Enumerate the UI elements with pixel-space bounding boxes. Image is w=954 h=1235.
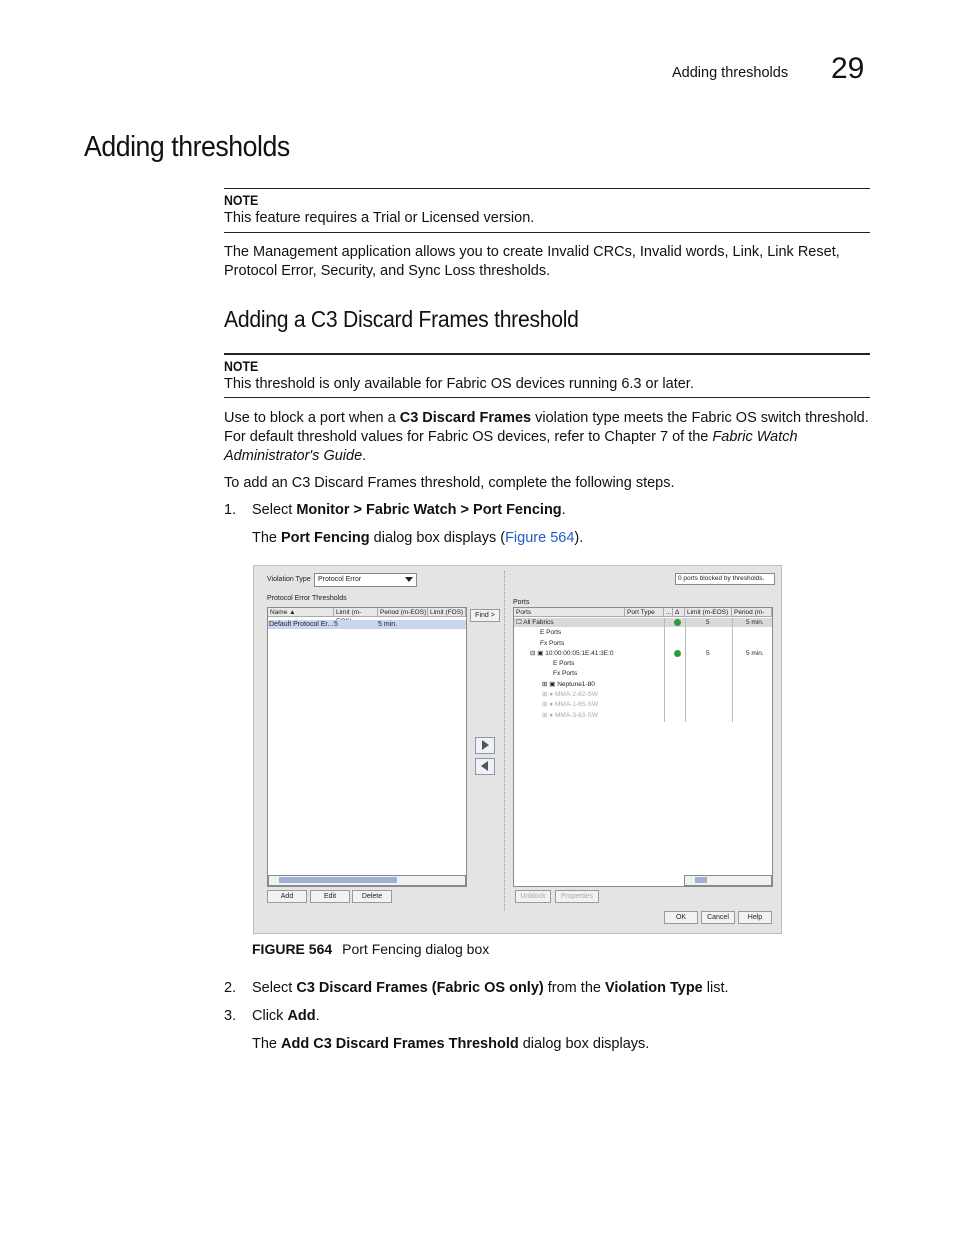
column-header[interactable]: Period (m-EOS)	[380, 609, 427, 616]
column-header[interactable]: Period (m-	[732, 608, 772, 617]
cell-limit: 5	[706, 650, 710, 657]
add-button[interactable]: Add	[267, 890, 307, 903]
splitter[interactable]	[504, 571, 505, 911]
text-run: ).	[574, 530, 584, 546]
ports-tree	[516, 618, 614, 721]
violation-type-label: Violation Type	[267, 576, 311, 583]
tree-item[interactable]: Fx Ports	[553, 670, 578, 678]
column-header[interactable]: Limit (FOS)	[428, 608, 466, 617]
section-heading: Adding a C3 Discard Frames threshold	[224, 306, 579, 332]
note-rule-top	[224, 188, 870, 189]
figure-caption	[252, 941, 489, 957]
text-run: Use to block a port when a	[224, 410, 400, 426]
move-left-button[interactable]	[475, 758, 495, 775]
cancel-button[interactable]: Cancel	[701, 911, 735, 924]
arrow-right-icon	[482, 740, 489, 750]
switch-icon: ▣	[549, 680, 556, 688]
text-run: The	[252, 1036, 282, 1052]
step-text	[252, 502, 566, 518]
ui-term: C3 Discard Frames	[399, 410, 532, 426]
note-rule-bottom	[224, 232, 870, 233]
note-rule-top	[224, 353, 870, 355]
text-run: dialog box displays.	[518, 1036, 650, 1052]
arrow-left-icon	[481, 761, 488, 771]
step-number: 2.	[224, 980, 237, 996]
note-label: NOTE	[224, 358, 259, 374]
tree-item[interactable]: ⊞ ● MMA-3-63-SW	[542, 711, 598, 719]
tree-item[interactable]: ⊟ ▣ 10:00:00:05:1E:41:3E:0	[530, 649, 614, 657]
thresholds-table	[267, 607, 467, 887]
scroll-thumb[interactable]	[695, 877, 707, 883]
cell-period: 5 min.	[746, 650, 764, 657]
ui-term: Monitor > Fabric Watch > Port Fencing	[296, 502, 562, 518]
horizontal-scrollbar[interactable]	[268, 875, 466, 886]
text-run: .	[315, 1008, 320, 1024]
text-run: Click	[252, 1008, 288, 1024]
text-run: violation type meets the Fabric OS switch threshold. For default threshold values for Fabric OS devices, refer to Chapter 7 of the	[224, 410, 869, 445]
ui-term: C3 Discard Frames (Fabric OS only)	[296, 980, 544, 996]
ports-blocked-status: 0 ports blocked by thresholds.	[675, 573, 775, 585]
help-button[interactable]: Help	[738, 911, 772, 924]
switch-icon: ●	[549, 711, 554, 719]
column-header[interactable]: Δ	[673, 608, 685, 617]
cell-limit: 5	[706, 619, 710, 626]
intro-paragraph: The Management application allows you to create Invalid CRCs, Invalid words, Link, Link Reset, Protocol Error, Security, and Sync Loss thresholds.	[224, 244, 840, 279]
violation-type-select[interactable]	[314, 573, 417, 587]
column-header[interactable]: Limit (m-	[334, 608, 378, 617]
status-ok-icon	[674, 619, 681, 626]
switch-icon: ▣	[537, 649, 544, 657]
unblock-button[interactable]: Unblock	[515, 890, 551, 903]
text-run: .	[362, 448, 367, 464]
text-run: .	[561, 502, 566, 518]
step-text	[252, 980, 729, 996]
page-title: Adding thresholds	[84, 131, 290, 163]
ui-term: Violation Type	[604, 980, 703, 996]
delete-button[interactable]: Delete	[352, 890, 392, 903]
tree-item[interactable]: E Ports	[553, 660, 575, 668]
body-paragraph: To add an C3 Discard Frames threshold, complete the following steps.	[224, 475, 675, 491]
cell-period: 5 min.	[378, 621, 398, 628]
chevron-down-icon	[405, 577, 413, 582]
find-button[interactable]: Find >	[470, 609, 500, 622]
ports-tree-table	[513, 607, 773, 887]
cell-name: Default Protocol Er...	[269, 621, 334, 628]
column-header[interactable]: ...	[666, 609, 672, 616]
chapter-number: 29	[831, 52, 865, 85]
thresholds-label: Protocol Error Thresholds	[267, 595, 347, 602]
ui-term: Add C3 Discard Frames Threshold	[281, 1036, 519, 1052]
switch-icon: ●	[549, 701, 554, 709]
ok-button[interactable]: OK	[664, 911, 698, 924]
cell-period: 5 min.	[746, 619, 764, 626]
ui-term: Port Fencing	[281, 530, 370, 546]
ports-label: Ports	[513, 599, 530, 606]
column-divider	[732, 618, 733, 722]
text-run: from the	[543, 980, 605, 996]
step-result	[252, 530, 583, 546]
note-label: NOTE	[224, 192, 259, 208]
text-run: list.	[702, 980, 729, 996]
body-paragraph	[224, 409, 874, 466]
column-divider	[664, 618, 665, 722]
text-run: The	[252, 530, 282, 546]
note-text: This feature requires a Trial or Licensed version.	[224, 210, 535, 226]
tree-item[interactable]: ☐ All Fabrics	[516, 619, 554, 626]
column-header[interactable]: Ports	[514, 608, 625, 617]
port-fencing-dialog	[253, 565, 782, 934]
step-number: 3.	[224, 1008, 237, 1024]
switch-icon: ●	[549, 691, 554, 699]
tree-item[interactable]: E Ports	[540, 629, 562, 637]
ui-term: Add	[287, 1008, 316, 1024]
step-text	[252, 1008, 320, 1024]
figure-caption-text: Port Fencing dialog box	[342, 941, 490, 957]
move-right-button[interactable]	[475, 737, 495, 754]
figure-link[interactable]: Figure 564	[505, 530, 575, 546]
column-divider	[685, 618, 686, 722]
tree-item[interactable]: Fx Ports	[540, 639, 565, 647]
step-number: 1.	[224, 502, 237, 518]
column-header[interactable]: Name ▲	[268, 608, 334, 617]
figure-label: FIGURE 564	[252, 941, 333, 957]
tree-item[interactable]: ⊞ ● MMA-2-62-SW	[542, 691, 598, 699]
horizontal-scrollbar[interactable]	[684, 875, 772, 886]
cell-limit: 5	[334, 621, 338, 628]
text-run: dialog box displays (	[369, 530, 506, 546]
step-result	[252, 1036, 649, 1052]
properties-button[interactable]: Properties	[555, 890, 599, 903]
edit-button[interactable]: Edit	[310, 890, 350, 903]
note-text: This threshold is only available for Fabric OS devices running 6.3 or later.	[224, 376, 694, 392]
column-header[interactable]: Limit (m-EOS)	[685, 608, 732, 617]
text-run: Select	[252, 502, 297, 518]
column-header[interactable]: Port Type	[625, 608, 664, 617]
tree-item[interactable]: ⊞ ● MMA-1-65-SW	[542, 701, 598, 709]
status-ok-icon	[674, 650, 681, 657]
violation-type-value: Protocol Error	[318, 576, 362, 583]
scroll-thumb[interactable]	[279, 877, 397, 883]
tree-item[interactable]: ⊞ ▣ Neptune1-80	[542, 680, 595, 688]
note-rule-bottom	[224, 397, 870, 398]
book-title: Fabric Watch Administrator's Guide	[224, 429, 798, 464]
table-row[interactable]	[268, 620, 466, 629]
text-run: Select	[252, 980, 297, 996]
running-header-title: Adding thresholds	[672, 65, 789, 81]
